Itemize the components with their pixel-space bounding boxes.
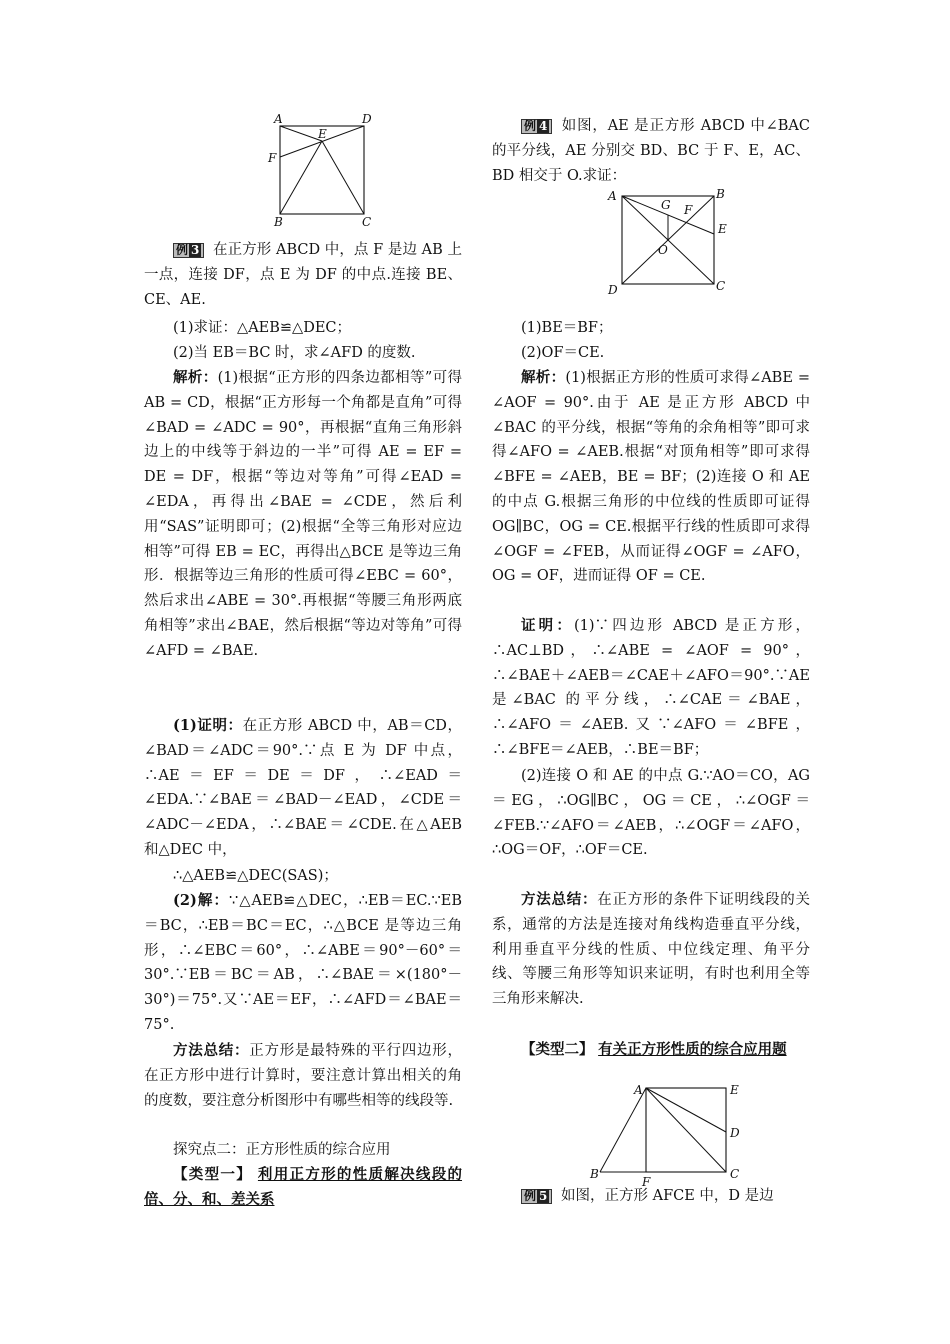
figure-square-abcd-ex3 bbox=[266, 110, 376, 228]
label-d: D bbox=[730, 1126, 740, 1140]
label-c: C bbox=[716, 279, 726, 293]
label-b: B bbox=[716, 187, 725, 201]
example-tag: 例 3 bbox=[173, 243, 204, 258]
label-b: B bbox=[274, 215, 283, 228]
example-4-statement: 例 4 如图，AE 是正方形 ABCD 中∠BAC 的平分线，AE 分别交 BD、BC 于 F、E，AC、BD 相交于 O.求证： bbox=[492, 118, 810, 184]
label-a: A bbox=[274, 112, 283, 126]
example-3-proof-1: (1)证明：在正方形 ABCD 中，AB＝CD，∠BAD＝∠ADC＝90°.∵点 E 为 DF 中点，∴AE＝EF＝DE＝DF，∴∠EAD＝∠EDA.∵∠BAE＝∠BAD－∠EAD，∠CDE＝∠ADC－∠EDA，∴∠BAE＝∠CDE.在△AEB 和△DEC 中， bbox=[144, 717, 462, 858]
example-4-question-1: (1)BE＝BF； bbox=[521, 320, 613, 336]
example-5-statement: 例 5 如图，正方形 AFCE 中，D 是边 bbox=[492, 1184, 810, 1209]
segment-ad bbox=[646, 1088, 726, 1132]
figure-square-afce-ex5 bbox=[588, 1080, 748, 1190]
figure-square-abcd-ex4 bbox=[604, 186, 732, 298]
example-tag: 例 5 bbox=[521, 1189, 552, 1204]
example-tag: 例 4 bbox=[521, 119, 552, 134]
example-3-question-1: (1)求证：△AEB≌△DEC； bbox=[173, 320, 352, 336]
example-3-proof-1-conclusion: ∴△AEB≌△DEC(SAS)； bbox=[173, 868, 338, 884]
type-2-heading: 【类型二】 有关正方形性质的综合应用题 bbox=[521, 1041, 787, 1058]
label-g: G bbox=[661, 198, 671, 212]
label-d: D bbox=[362, 112, 372, 126]
label-e: E bbox=[718, 222, 727, 236]
label-b: B bbox=[590, 1167, 599, 1181]
example-3-analysis: 解析：(1)根据“正方形的四条边都相等”可得 AB = CD，根据“正方形每一个角都是直角”可得∠BAD = ∠ADC = 90°，再根据“直角三角形斜边上的中线等于斜边的一半”可得 AE = EF = DE = DF，根据“等边对等角”可得∠EAD = ∠EDA，再得出∠BAE = ∠CDE，然后利用“SAS”证明即可；(2)根据“全等三角形对应边相等”可得 EB = EC，再得出△BCE 是等边三角形．根据等边三角形的性质可得∠EBC = 60°，然后求出∠ABE = 30°.再根据“等腰三角形两底角相等”求出∠BAE，然后根据“等边对等角”可得∠AFD = ∠BAE. bbox=[144, 369, 462, 659]
label-c: C bbox=[362, 215, 372, 228]
example-4-method-summary: 方法总结：在正方形的条件下证明线段的关系，通常的方法是连接对角线构造垂直平分线，利用垂直平分线的性质、中位线定理、角平分线、等腰三角形等知识来证明，有时也利用全等三角形来解决. bbox=[492, 891, 810, 1008]
label-d: D bbox=[608, 283, 618, 297]
example-3-question-2: (2)当 EB＝BC 时，求∠AFD 的度数. bbox=[173, 345, 416, 361]
example-4-analysis: 解析：(1)根据正方形的性质可求得∠ABE = ∠AOF = 90°.由于 AE 是正方形 ABCD 中∠BAC 的平分线，根据“等角的余角相等”即可求得∠AFO = ∠AEB.根据“对顶角相等”即可求得∠BFE = ∠AEB，BE = BF；(2)连接 O 和 AE 的中点 G.根据三角形的中位线的性质即可证得 OG∥BC，OG = CE.根据平行线的性质即可求得∠OGF = ∠FEB，从而证得∠OGF = ∠AFO，OG = OF，进而证得 OF = CE. bbox=[492, 369, 810, 585]
label-e: E bbox=[318, 127, 327, 141]
example-3-solution-2: (2)解：∵△AEB≌△DEC，∴EB＝EC.∵EB＝BC，∴EB＝BC＝EC，∴△BCE 是等边三角形，∴∠EBC＝60°，∴∠ABE＝90°－60°＝30°.∵EB＝BC＝AB，∴∠BAE＝×(180°－30°)＝75°.又∵AE＝EF，∴∠AFD＝∠BAE＝75°. bbox=[144, 892, 462, 1033]
segment-be bbox=[280, 141, 322, 214]
example-3-method-summary: 方法总结：正方形是最特殊的平行四边形，在正方形中进行计算时，要注意计算出相关的角的度数，要注意分析图形中有哪些相等的线段等. bbox=[144, 1042, 462, 1109]
example-4-proof-2: (2)连接 O 和 AE 的中点 G.∵AO＝CO，AG＝EG，∴OG∥BC，OG＝CE，∴∠OGF＝∠FEB.∵∠AFO＝∠AEB，∴∠OGF＝∠AFO，∴OG＝OF，∴OF＝CE. bbox=[492, 768, 810, 859]
label-f: F bbox=[268, 151, 277, 165]
label-c: C bbox=[730, 1167, 740, 1181]
segment-ae bbox=[280, 126, 322, 141]
label-o: O bbox=[658, 243, 668, 257]
segment-ac bbox=[646, 1088, 726, 1172]
explore-point-2-heading: 探究点二：正方形性质的综合应用 bbox=[173, 1142, 391, 1158]
label-f: F bbox=[684, 203, 693, 217]
example-4-proof-1: 证明：(1)∵四边形 ABCD 是正方形，∴AC⊥BD，∴∠ABE = ∠AOF = 90°，∴∠BAE＋∠AEB＝∠CAE＋∠AFO＝90°.∵AE 是∠BAC 的平分线，∴∠CAE＝∠BAE，∴∠AFO＝∠AEB.又∵∠AFO＝∠BFE，∴∠BFE＝∠AEB，∴BE＝BF； bbox=[492, 617, 811, 758]
segment-ab bbox=[600, 1088, 646, 1172]
example-4-question-2: (2)OF＝CE. bbox=[521, 345, 605, 361]
label-a: A bbox=[634, 1083, 643, 1097]
label-a: A bbox=[608, 189, 617, 203]
example-3-statement: 例 3 在正方形 ABCD 中，点 F 是边 AB 上一点，连接 DF，点 E 为 DF 的中点.连接 BE、CE、AE. bbox=[144, 242, 462, 308]
label-f: F bbox=[642, 1175, 651, 1189]
type-1-heading: 【类型一】 利用正方形的性质解决线段的倍、分、和、差关系 bbox=[144, 1166, 463, 1208]
label-e: E bbox=[730, 1083, 739, 1097]
segment-ce bbox=[322, 141, 364, 214]
